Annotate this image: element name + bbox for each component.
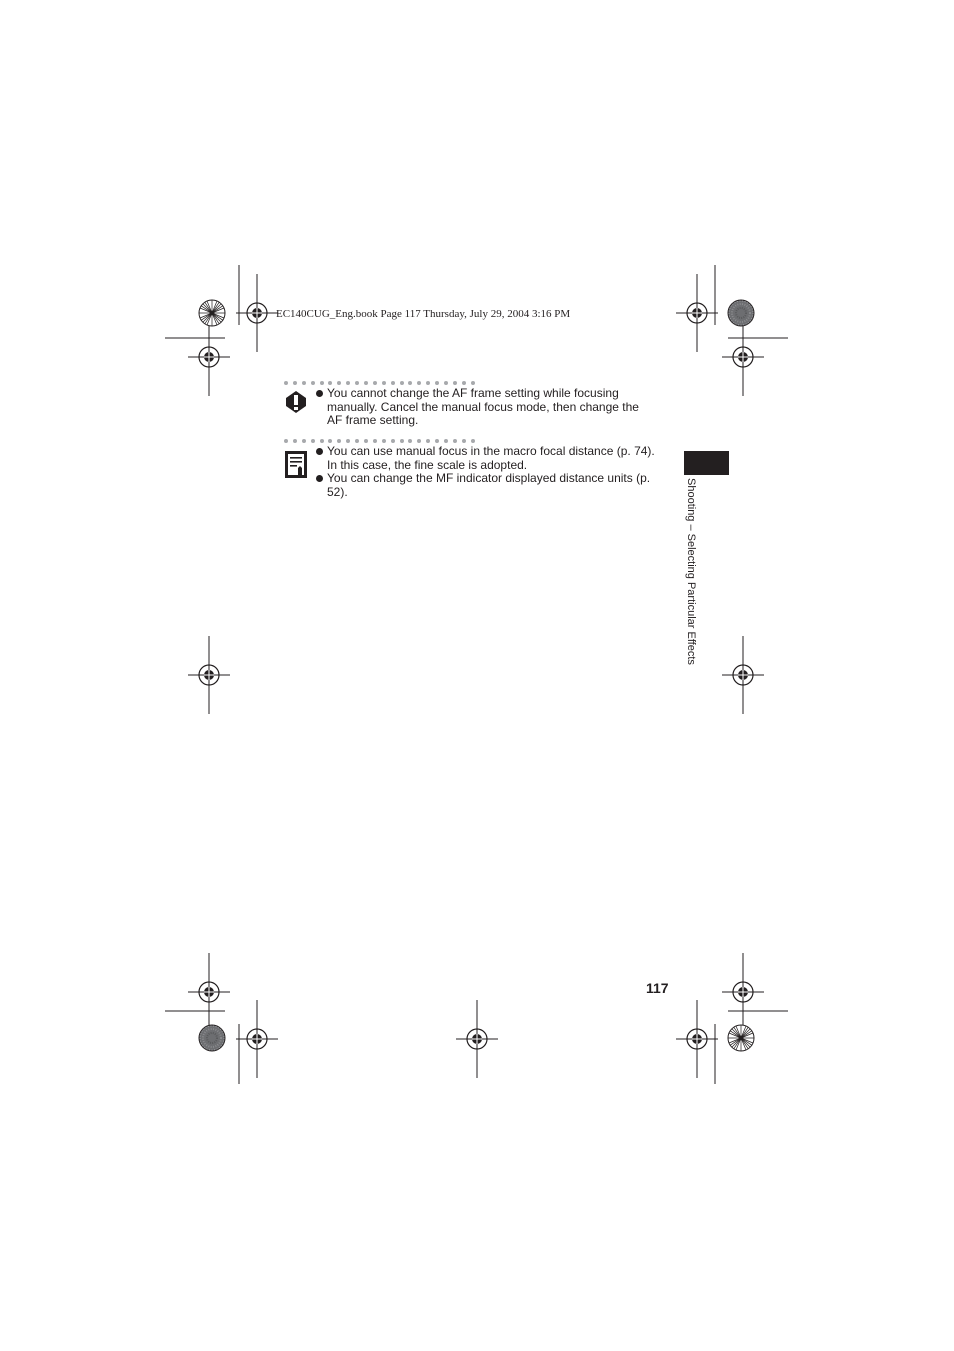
page-number: 117 bbox=[646, 980, 669, 996]
chapter-title: Shooting – Selecting Particular Effects bbox=[685, 478, 697, 665]
caution-item: You cannot change the AF frame setting while focusing manually. Cancel the manual focus mode, then change the AF frame setting. bbox=[316, 387, 656, 428]
chapter-tab bbox=[684, 451, 729, 475]
note-item: You can use manual focus in the macro focal distance (p. 74). In this case, the fine scale is adopted. bbox=[316, 445, 661, 472]
caution-list bbox=[316, 387, 656, 428]
memo-note-icon bbox=[284, 450, 308, 480]
bullet-icon bbox=[316, 448, 323, 455]
note-list bbox=[316, 445, 661, 499]
file-info-header: EC140CUG_Eng.book Page 117 Thursday, July 29, 2004 3:16 PM bbox=[276, 308, 571, 320]
bullet-icon bbox=[316, 390, 323, 397]
note-item: You can change the MF indicator displayed distance units (p. 52). bbox=[316, 472, 661, 499]
bullet-icon bbox=[316, 475, 323, 482]
caution-exclamation-icon bbox=[284, 390, 308, 414]
